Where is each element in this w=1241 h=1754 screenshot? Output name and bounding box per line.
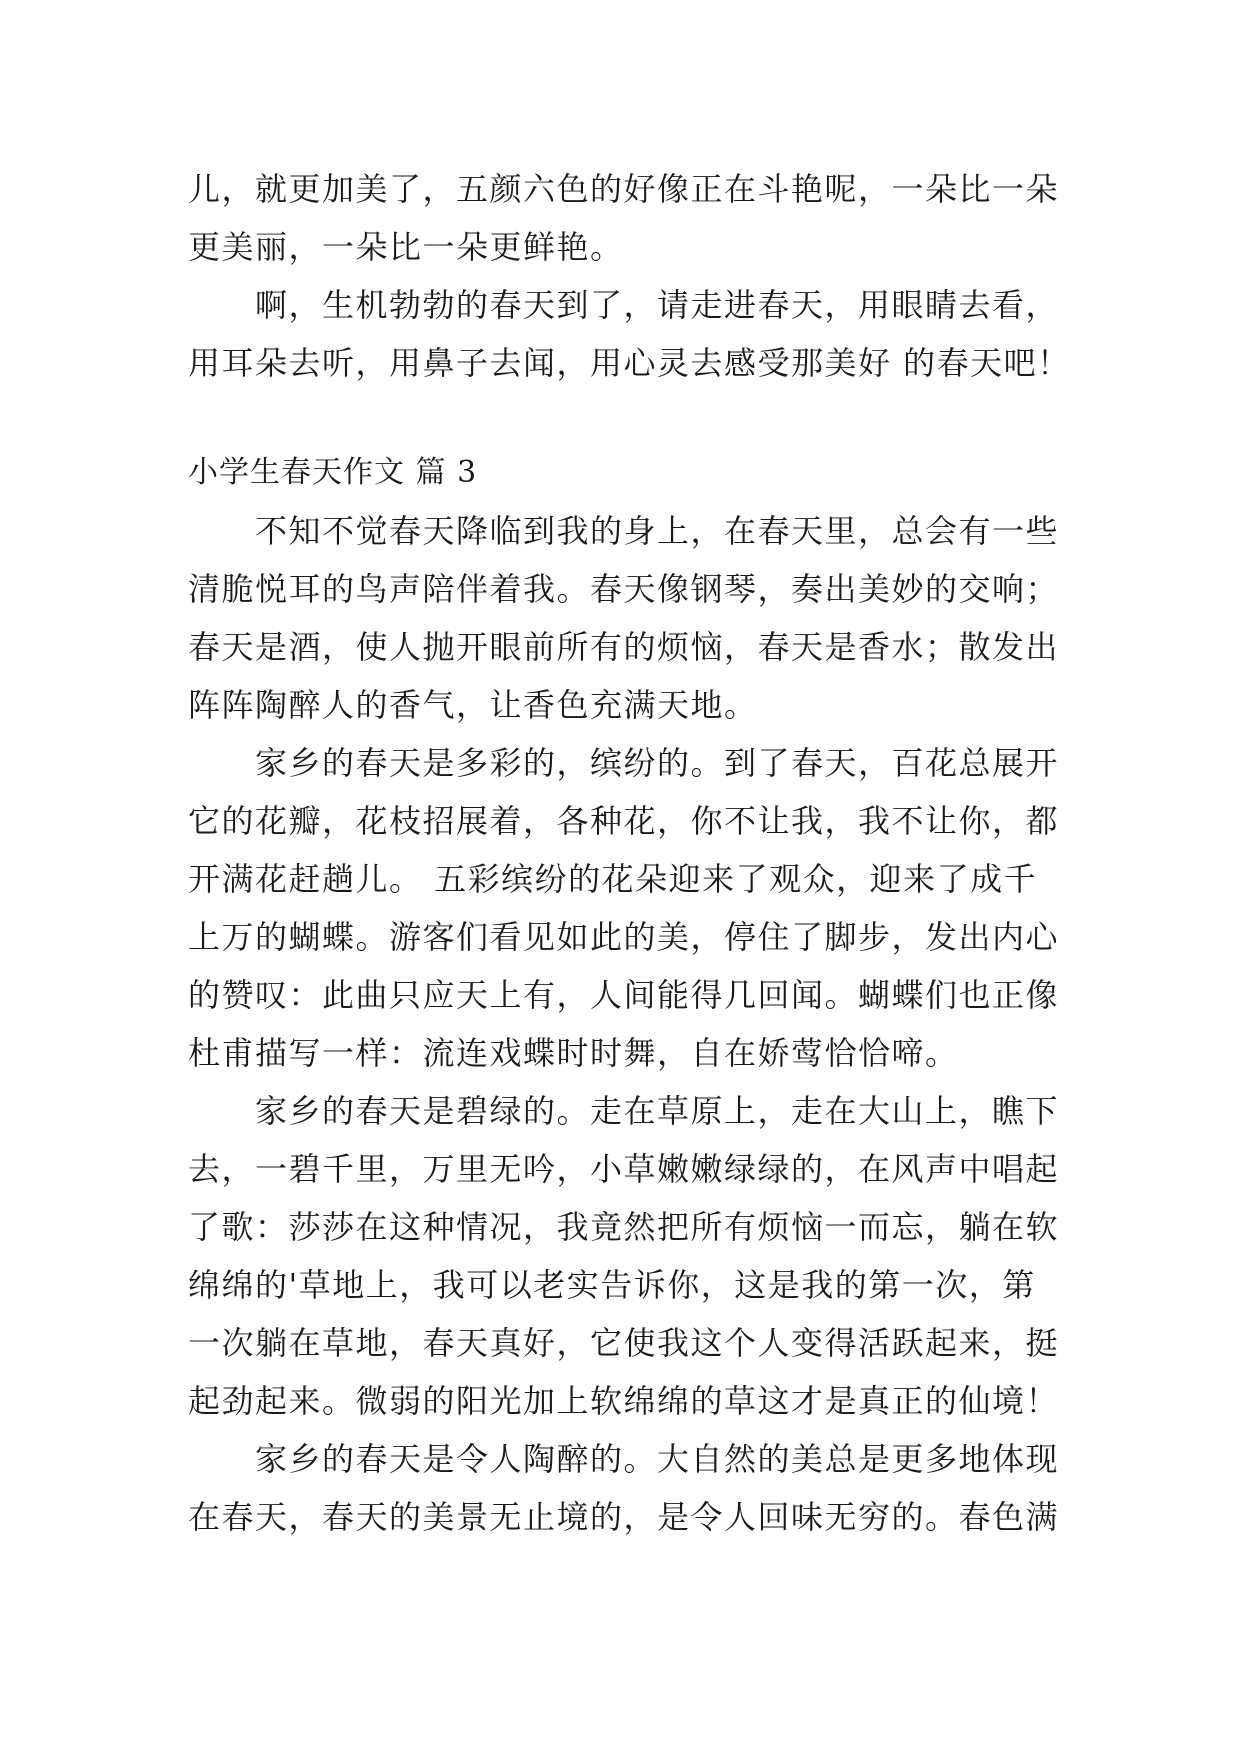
text-line: 家乡的春天是令人陶醉的。大自然的美总是更多地体现 bbox=[255, 1440, 1060, 1478]
text-line: 阵阵陶醉人的香气，让香色充满天地。 bbox=[188, 686, 758, 724]
text-line: 在春天，春天的美景无止境的，是令人回味无穷的。春色满 bbox=[188, 1498, 1060, 1536]
text-line: 家乡的春天是多彩的，缤纷的。到了春天，百花总展开 bbox=[255, 744, 1060, 782]
section-title: 小学生春天作文 篇 3 bbox=[188, 455, 478, 490]
paragraph bbox=[188, 160, 1058, 276]
text-line: 绵绵的'草地上，我可以老实告诉你，这是我的第一次，第 bbox=[188, 1266, 1036, 1304]
text-line: 它的花瓣，花枝招展着，各种花，你不让我，我不让你，都 bbox=[188, 802, 1060, 840]
paragraph bbox=[188, 1082, 1058, 1430]
paragraph bbox=[188, 276, 1071, 392]
text-line: 的赞叹：此曲只应天上有，人间能得几回闻。蝴蝶们也正像 bbox=[188, 976, 1060, 1014]
text-line: 上万的蝴蝶。游客们看见如此的美，停住了脚步，发出内心 bbox=[188, 918, 1060, 956]
text-line: 儿，就更加美了，五颜六色的好像正在斗艳呢，一朵比一朵 bbox=[188, 170, 1060, 208]
text-line: 杜甫描写一样：流连戏蝶时时舞，自在娇莺恰恰啼。 bbox=[188, 1034, 959, 1072]
paragraph bbox=[188, 1430, 1058, 1546]
text-line: 用耳朵去听，用鼻子去闻，用心灵去感受那美好 的春天吧！ bbox=[188, 344, 1071, 382]
text-line: 家乡的春天是碧绿的。走在草原上，走在大山上，瞧下 bbox=[255, 1092, 1060, 1130]
text-line: 去，一碧千里，万里无吟，小草嫩嫩绿绿的，在风声中唱起 bbox=[188, 1150, 1060, 1188]
text-line: 一次躺在草地，春天真好，它使我这个人变得活跃起来，挺 bbox=[188, 1324, 1060, 1362]
paragraph bbox=[188, 734, 1058, 1082]
text-line: 春天是酒，使人抛开眼前所有的烦恼，春天是香水；散发出 bbox=[188, 628, 1060, 666]
text-line: 啊，生机勃勃的春天到了，请走进春天，用眼睛去看， bbox=[255, 286, 1060, 324]
text-line: 开满花赶趟儿。 五彩缤纷的花朵迎来了观众，迎来了成千 bbox=[188, 860, 1038, 898]
text-line: 清脆悦耳的鸟声陪伴着我。春天像钢琴，奏出美妙的交响； bbox=[188, 570, 1060, 608]
document-page bbox=[188, 160, 1071, 1546]
paragraph bbox=[188, 502, 1058, 734]
text-line: 不知不觉春天降临到我的身上，在春天里，总会有一些 bbox=[255, 512, 1060, 550]
text-line: 了歌：莎莎在这种情况，我竟然把所有烦恼一而忘，躺在软 bbox=[188, 1208, 1060, 1246]
text-line: 更美丽，一朵比一朵更鲜艳。 bbox=[188, 228, 624, 266]
text-line: 起劲起来。微弱的阳光加上软绵绵的草这才是真正的仙境！ bbox=[188, 1382, 1060, 1420]
